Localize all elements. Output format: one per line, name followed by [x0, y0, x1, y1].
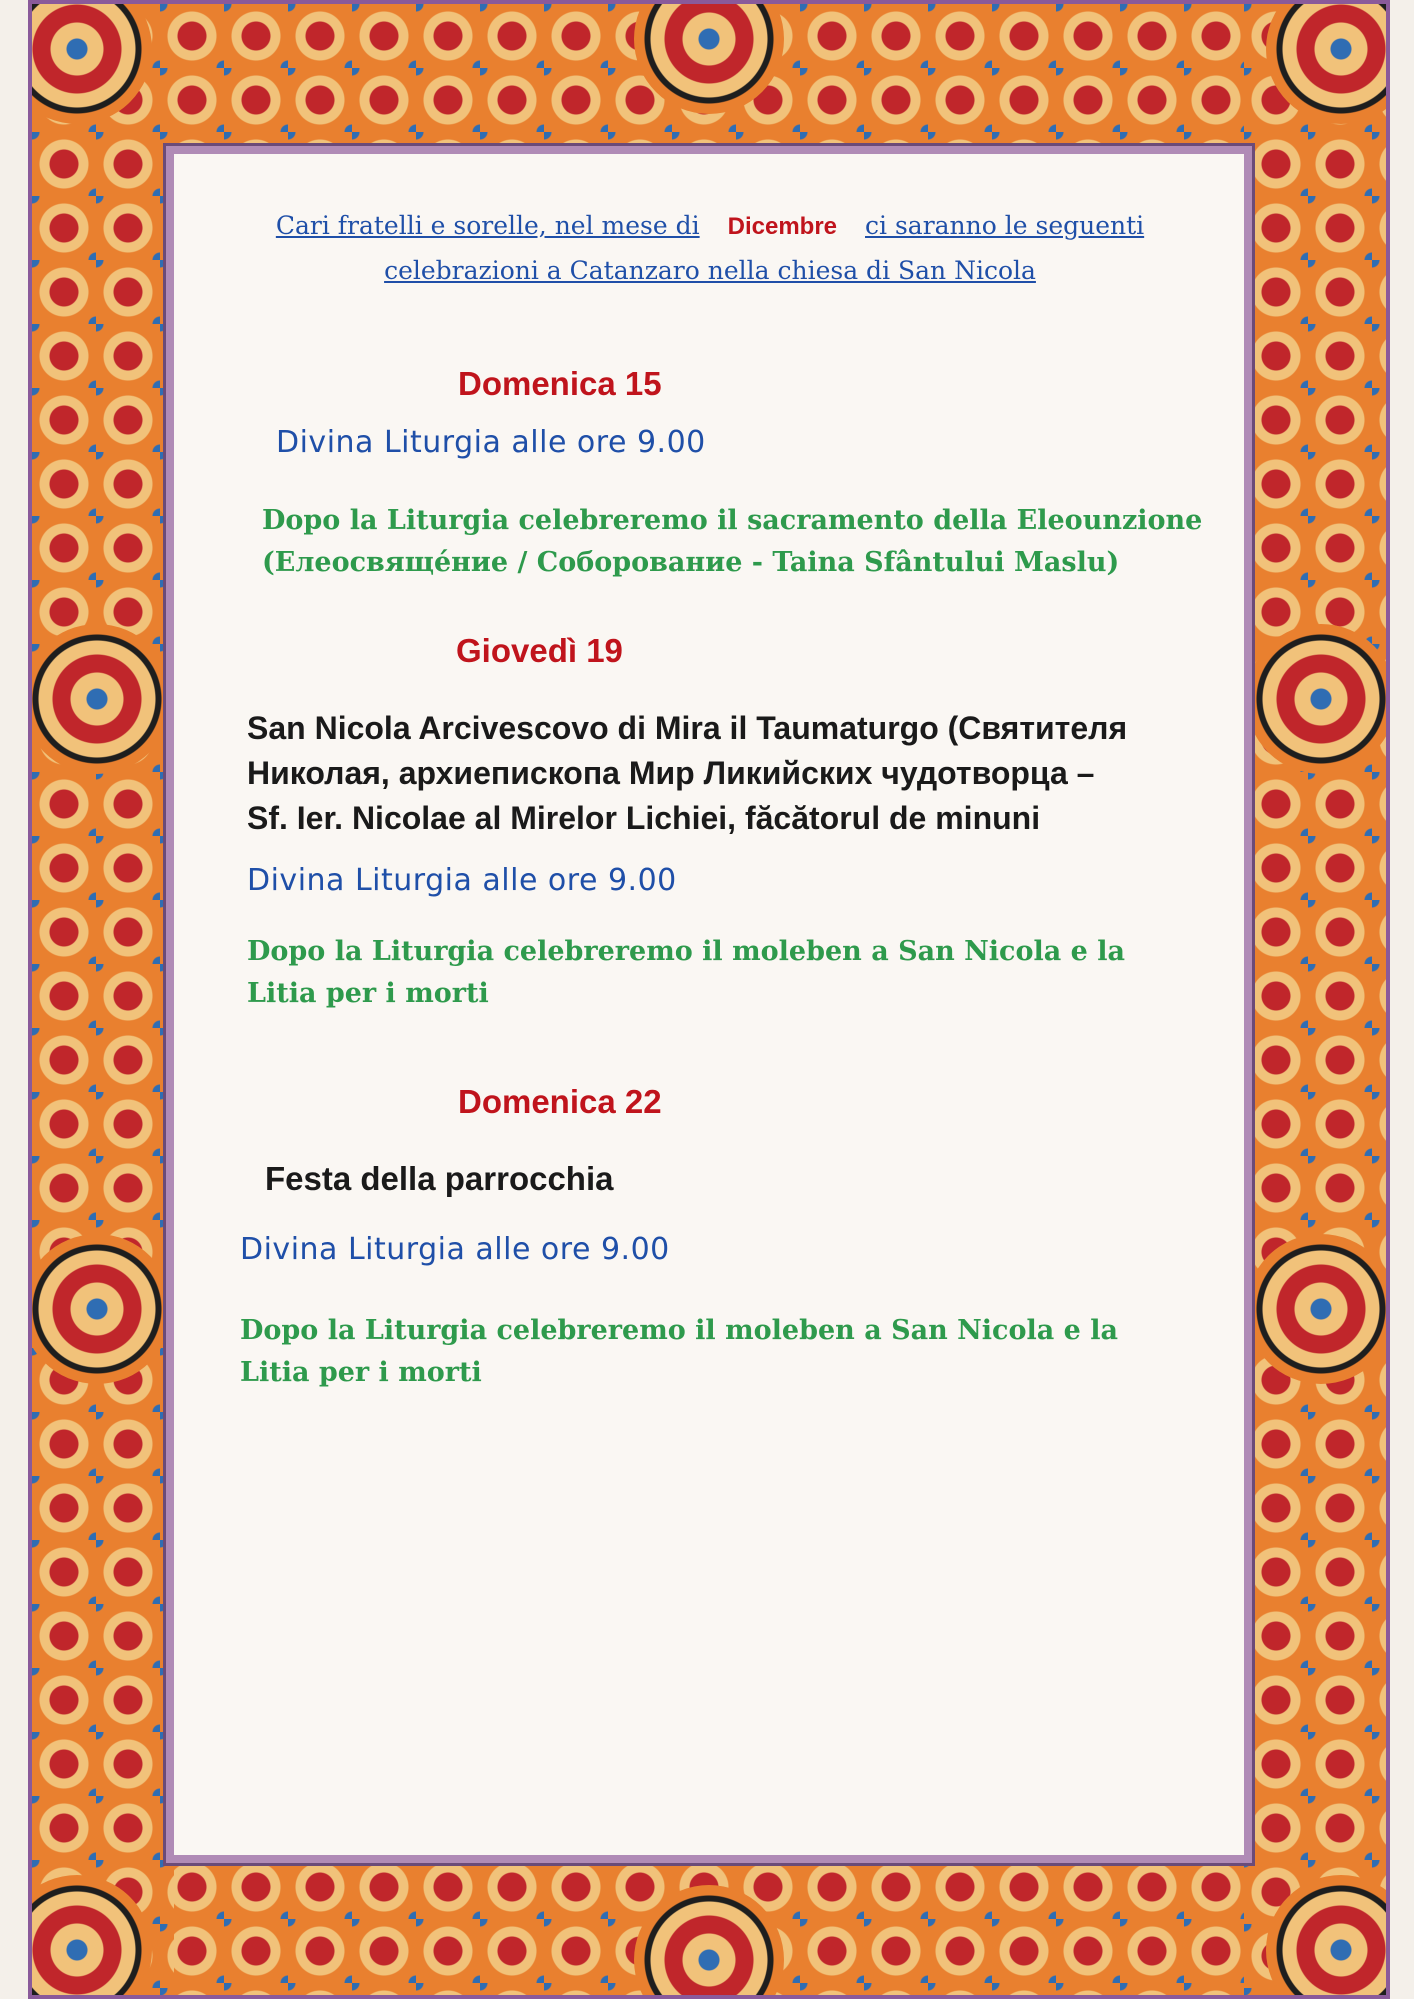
- event-day-title: Domenica 15: [458, 365, 662, 402]
- feast-title: Festa della parrocchia: [265, 1160, 614, 1197]
- liturgy-time: Divina Liturgia alle ore 9.00: [240, 1232, 670, 1267]
- intro-line-1-end: ci saranno le seguenti: [865, 211, 1145, 240]
- event-note: [247, 931, 1125, 1015]
- event-note-line: Dopo la Liturgia celebreremo il sacramento della Eleounzione: [262, 505, 1203, 536]
- saint-line: Николая, архиепископа Мир Ликийских чудотворца –: [247, 755, 1095, 791]
- intro-line-1-start: Cari fratelli e sorelle, nel mese di: [275, 211, 700, 240]
- event-note-line: Litia per i morti: [240, 1357, 482, 1388]
- event-note-line: Litia per i morti: [247, 978, 489, 1009]
- event-day-title: Domenica 22: [458, 1083, 662, 1120]
- saint-line: Sf. Ier. Nicolae al Mirelor Lichiei, făcătorul de minuni: [247, 800, 1041, 836]
- intro-line-1: [238, 204, 1182, 249]
- saint-line: San Nicola Arcivescovo di Mira il Taumaturgo (Святителя: [247, 710, 1128, 746]
- event-day-title: Giovedì 19: [456, 632, 623, 669]
- event-note: [240, 1310, 1118, 1394]
- event-note: [262, 500, 1202, 584]
- intro-line-2: celebrazioni a Catanzaro nella chiesa di San Nicola: [384, 256, 1036, 285]
- liturgy-time: Divina Liturgia alle ore 9.00: [247, 863, 677, 898]
- event-note-line: (Елеосвящéние / Соборование - Taina Sfântului Maslu): [262, 547, 1120, 578]
- liturgy-time: Divina Liturgia alle ore 9.00: [276, 425, 706, 460]
- event-note-line: Dopo la Liturgia celebreremo il moleben a San Nicola e la: [247, 936, 1125, 967]
- intro-text: [238, 204, 1182, 293]
- saint-description: [247, 706, 1127, 841]
- month-name: Dicembre: [727, 213, 838, 240]
- event-note-line: Dopo la Liturgia celebreremo il moleben a San Nicola e la: [240, 1315, 1118, 1346]
